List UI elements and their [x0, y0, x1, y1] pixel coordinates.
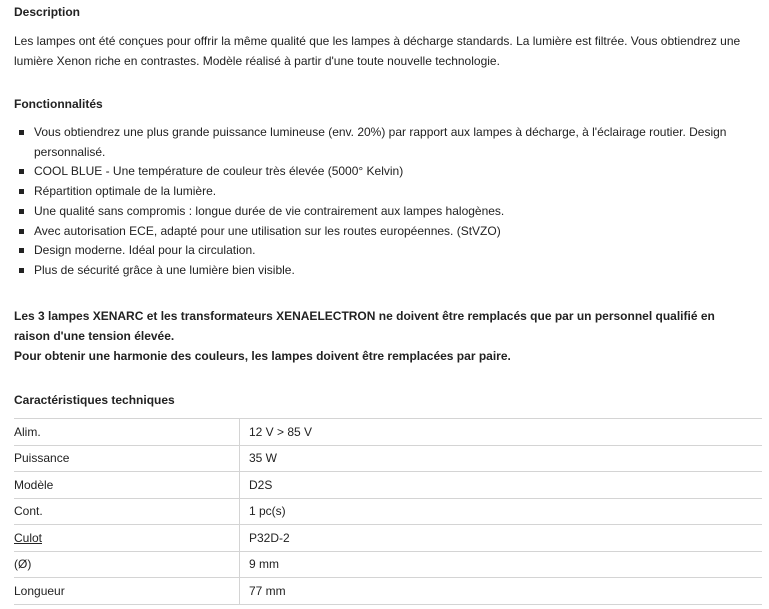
bullet-icon [19, 248, 24, 253]
spec-label: Longueur [14, 578, 240, 605]
table-row [14, 419, 762, 446]
spec-value: 77 mm [240, 578, 763, 605]
spec-value: 35 W [240, 445, 763, 472]
table-row [14, 525, 762, 552]
feature-item: COOL BLUE - Une température de couleur très élevée (5000° Kelvin) [0, 162, 760, 182]
table-row [14, 551, 762, 578]
table-row [14, 472, 762, 499]
bullet-icon [19, 229, 24, 234]
culot-link[interactable]: Culot [14, 530, 43, 545]
spec-label: Modèle [14, 472, 240, 499]
bullet-icon [19, 268, 24, 273]
bullet-icon [19, 209, 24, 214]
specs-heading: Caractéristiques techniques [14, 393, 175, 407]
spec-label: (Ø) [14, 551, 240, 578]
specs-table [14, 418, 762, 605]
spec-value: 9 mm [240, 551, 763, 578]
bullet-icon [19, 130, 24, 135]
feature-item: Une qualité sans compromis : longue durée de vie contrairement aux lampes halogènes. [0, 202, 760, 222]
warning-line-2: Pour obtenir une harmonie des couleurs, les lampes doivent être remplacées par paire. [14, 349, 511, 363]
spec-value: 1 pc(s) [240, 498, 763, 525]
description-text: Les lampes ont été conçues pour offrir la même qualité que les lampes à décharge standards. La lumière est filtrée. Vous obtiendrez une lumière Xenon riche en contrastes. Modèle réalisé à partir d'une toute nouvelle technologie. [14, 34, 741, 68]
table-row [14, 445, 762, 472]
features-list [0, 123, 760, 281]
bullet-icon [19, 169, 24, 174]
spec-value: D2S [240, 472, 763, 499]
table-row [14, 498, 762, 525]
feature-item: Vous obtiendrez une plus grande puissance lumineuse (env. 20%) par rapport aux lampes à décharge, à l'éclairage routier. Design personnalisé. [0, 123, 760, 162]
feature-item: Plus de sécurité grâce à une lumière bien visible. [0, 261, 760, 281]
bullet-icon [19, 189, 24, 194]
spec-label: Alim. [14, 419, 240, 446]
feature-item: Répartition optimale de la lumière. [0, 182, 760, 202]
feature-item: Avec autorisation ECE, adapté pour une utilisation sur les routes européennes. (StVZO) [0, 222, 760, 242]
features-heading: Fonctionnalités [14, 97, 103, 111]
warning-line-1: Les 3 lampes XENARC et les transformateurs XENAELECTRON ne doivent être remplacés que par un personnel qualifié en raison d'une tension élevée. [14, 309, 715, 343]
spec-label: Cont. [14, 498, 240, 525]
description-heading: Description [14, 5, 81, 19]
feature-item: Design moderne. Idéal pour la circulation. [0, 241, 760, 261]
table-row [14, 578, 762, 605]
spec-label: Puissance [14, 445, 240, 472]
spec-value: 12 V > 85 V [240, 419, 763, 446]
warning-notice [14, 306, 754, 366]
spec-value: P32D-2 [240, 525, 763, 552]
